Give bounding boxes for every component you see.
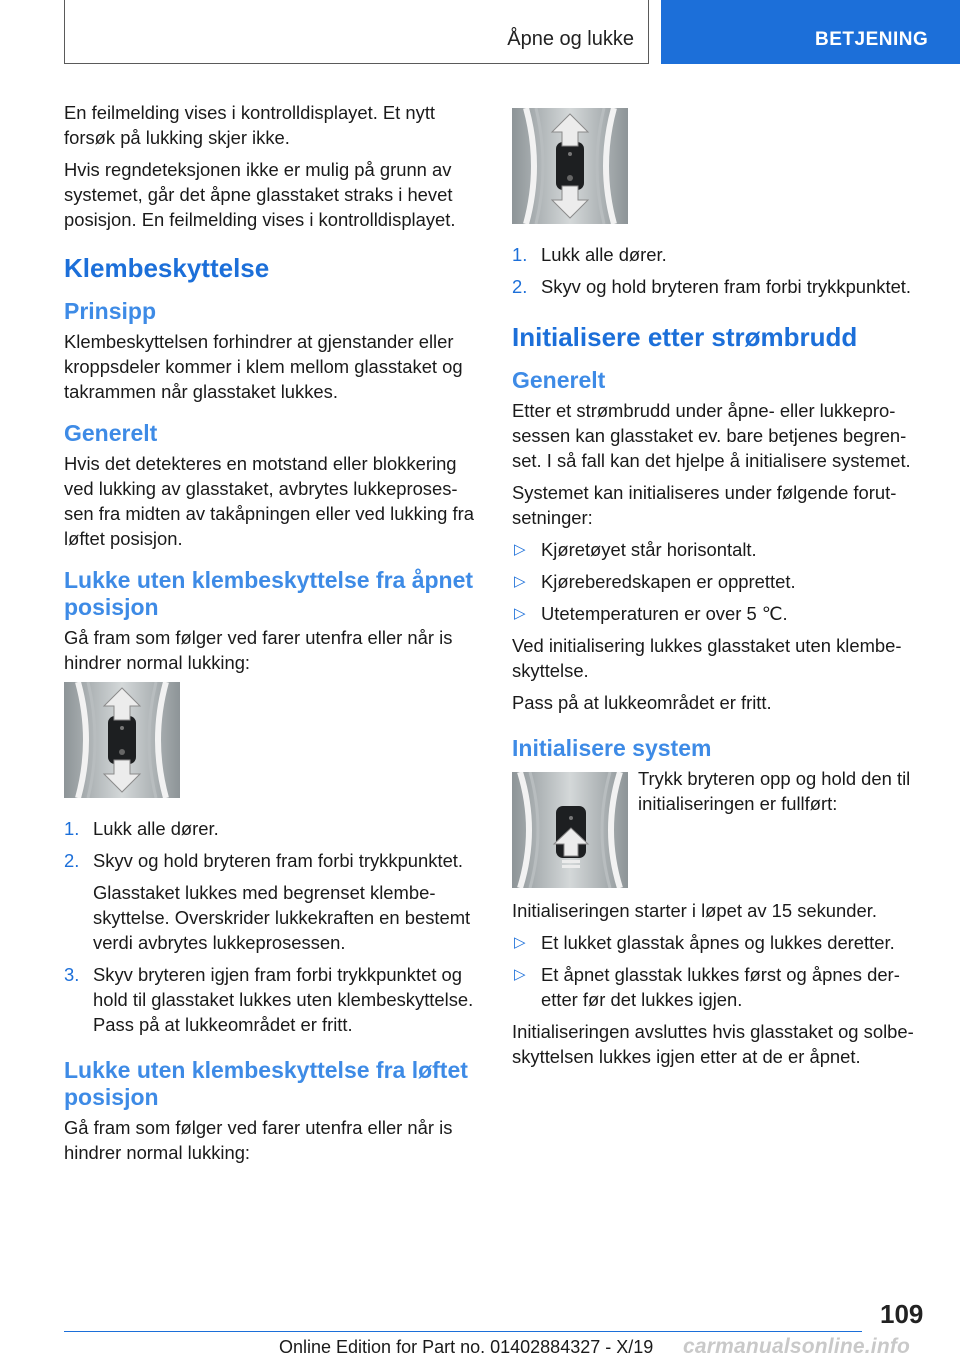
triangle-right-outline-icon: ▷ [514, 573, 526, 590]
triangle-right-outline-icon: ▷ [514, 605, 526, 622]
paragraph: Ved initialisering lukkes glasstaket uten klembeskyttelse. [512, 635, 902, 681]
paragraph: Gå fram som følger ved farer utenfra eller når is hindrer normal lukking: [64, 627, 453, 673]
list-item [64, 848, 480, 873]
step-text: Lukk alle dører. [93, 818, 219, 839]
chapter-title: BETJENING [815, 29, 929, 50]
bullet-text: Et åpnet glasstak lukkes først og åpnes deretter før det lukkes igjen. [541, 964, 900, 1010]
step-number: 1. [64, 818, 80, 839]
footer-divider [64, 1331, 862, 1332]
heading-initialize-after-outage: Initialisere etter strømbrudd [512, 322, 858, 352]
step-number: 2. [512, 276, 528, 297]
paragraph: Hvis det detekteres en motstand eller blokkering ved lukking av glasstaket, avbrytes lukkeprosessen fra midten av takåpningen eller ved lukking fra løftet posisjon. [64, 453, 474, 549]
list-item [512, 242, 928, 267]
heading-generelt: Generelt [512, 367, 606, 393]
switch-figure-block [512, 766, 928, 898]
paragraph: Initialiseringen starter i løpet av 15 sekunder. [512, 900, 877, 921]
edition-text: Online Edition for Part no. 01402884327 - X/19 [279, 1337, 654, 1357]
triangle-right-outline-icon: ▷ [514, 966, 526, 983]
paragraph: Gå fram som følger ved farer utenfra eller når is hindrer normal lukking: [64, 1117, 453, 1163]
step-text: Skyv og hold bryteren fram forbi trykkpunktet. [541, 276, 912, 297]
bullet-text: Et lukket glasstak åpnes og lukkes deretter. [541, 932, 895, 953]
bullet-text: Kjøreberedskapen er opprettet. [541, 571, 796, 592]
paragraph: Initialiseringen avsluttes hvis glasstaket og solbeskyttelsen lukkes igjen etter at de er åpnet. [512, 1021, 914, 1067]
left-column [64, 100, 480, 1172]
paragraph: Etter et strømbrudd under åpne- eller lukkeprosessen kan glasstaket ev. bare betjenes begrenset. I så fall kan det hjelpe å initialisere systemet. [512, 400, 911, 471]
step-text: Lukk alle dører. [541, 244, 667, 265]
step-number: 2. [64, 850, 80, 871]
right-column [512, 108, 928, 1076]
heading-klembeskyttelse: Klembeskyttelse [64, 253, 270, 283]
list-item [512, 274, 928, 299]
bullet-text: Utetemperaturen er over 5 ℃. [541, 603, 788, 624]
heading-open-position: Lukke uten klembeskyttelse fra åpnet posisjon [64, 567, 474, 620]
paragraph: Pass på at lukkeområdet er fritt. [512, 692, 772, 713]
step-text: Skyv bryteren igjen fram forbi trykkpunktet og hold til glasstaket lukkes uten klembeskyttelse. Pass på at lukkeområdet er fritt. [93, 964, 474, 1035]
paragraph: Systemet kan initialiseres under følgende forutsetninger: [512, 482, 897, 528]
step-number: 1. [512, 244, 528, 265]
step-note: Glasstaket lukkes med begrenset klembeskyttelse. Overskrider lukkekraften en bestemt verdi avbrytes lukkeprosessen. [93, 882, 471, 953]
step-number: 3. [64, 964, 80, 985]
paragraph: Trykk bryteren opp og hold den til initialiseringen er fullført: [638, 768, 911, 814]
heading-prinsipp: Prinsipp [64, 298, 157, 324]
header-box [64, 0, 649, 64]
paragraph: Klembeskyttelsen forhindrer at gjenstander eller kroppsdeler kommer i klem mellom glasstaket og takrammen når glasstaket lukkes. [64, 331, 463, 402]
roof-switch-photo [64, 682, 180, 798]
list-item [512, 569, 928, 594]
list-item [512, 537, 928, 562]
roof-switch-photo [512, 108, 628, 224]
page-number: 109 [880, 1299, 924, 1329]
paragraph: Hvis regndeteksjonen ikke er mulig på grunn av systemet, går det åpne glasstaket straks i hevet posisjon. En feilmelding vises i kontrolldisplayet. [64, 159, 456, 230]
list-item [64, 962, 480, 1037]
list-item [64, 816, 480, 841]
heading-lifted-position: Lukke uten klembeskyttelse fra løftet posisjon [64, 1057, 468, 1110]
roof-switch-up-photo [512, 772, 628, 888]
triangle-right-outline-icon: ▷ [514, 541, 526, 558]
chapter-tab [661, 0, 960, 64]
section-title: Åpne og lukke [507, 28, 634, 50]
step-text: Skyv og hold bryteren fram forbi trykkpunktet. [93, 850, 464, 871]
bullet-text: Kjøretøyet står horisontalt. [541, 539, 757, 560]
watermark: carmanualsonline.info [683, 1335, 911, 1358]
triangle-right-outline-icon: ▷ [514, 934, 526, 951]
heading-generelt: Generelt [64, 420, 158, 446]
list-item [512, 930, 928, 955]
list-item [512, 962, 928, 1012]
heading-initialize-system: Initialisere system [512, 735, 712, 761]
list-item [512, 601, 928, 626]
paragraph: En feilmelding vises i kontrolldisplayet. Et nytt forsøk på lukking skjer ikke. [64, 102, 436, 148]
